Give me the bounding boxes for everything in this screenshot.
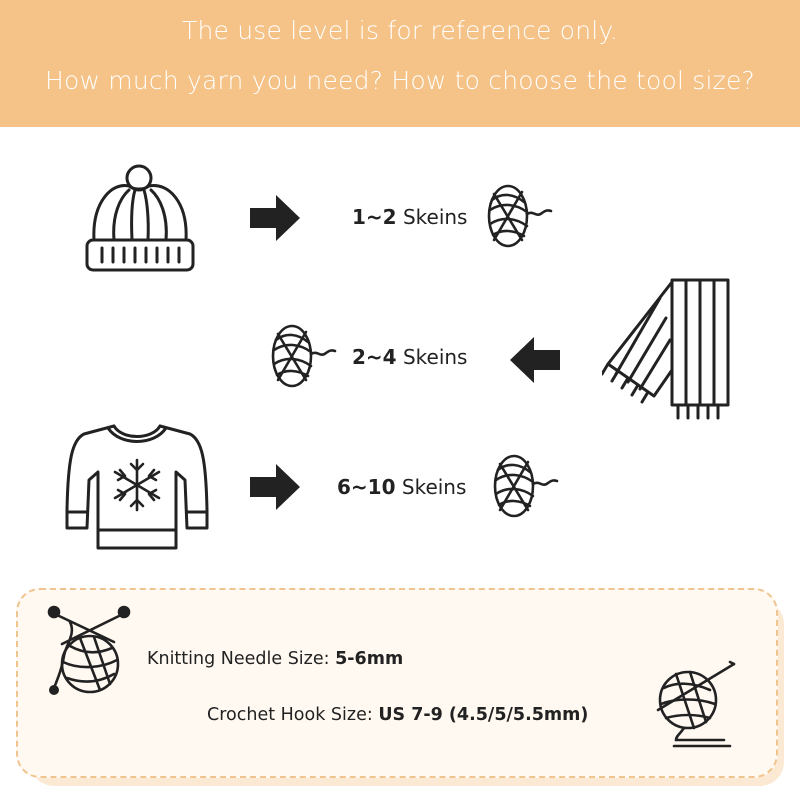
knitting-needles-icon — [44, 604, 134, 696]
skein-quantity: 2~4 — [352, 345, 397, 369]
skein-quantity: 1~2 — [352, 205, 397, 229]
arrow-right-icon — [250, 195, 300, 241]
skein-count-row-3 — [337, 475, 466, 499]
crochet-value: US 7-9 (4.5/5/5.5mm) — [378, 705, 589, 725]
knitting-needle-size — [147, 649, 403, 669]
crochet-label: Crochet Hook Size: — [207, 705, 373, 725]
knitting-value: 5-6mm — [335, 649, 404, 669]
knitting-label: Knitting Needle Size: — [147, 649, 330, 669]
arrow-left-icon — [510, 337, 560, 383]
arrow-right-icon — [250, 464, 300, 510]
banner-disclaimer: The use level is for reference only. — [181, 16, 619, 45]
beanie-hat-icon — [82, 160, 200, 275]
header-banner — [0, 0, 800, 127]
sweater-icon — [62, 420, 212, 555]
yarn-ball-icon — [484, 180, 556, 252]
scarf-icon — [602, 278, 737, 428]
skein-quantity: 6~10 — [337, 475, 396, 499]
yarn-ball-icon — [490, 450, 562, 522]
skein-unit: Skeins — [402, 205, 468, 229]
skein-count-row-1 — [352, 205, 467, 229]
crochet-hook-size — [207, 705, 588, 725]
crochet-hook-icon — [654, 660, 740, 748]
skein-count-row-2 — [352, 345, 467, 369]
skein-unit: Skeins — [402, 345, 468, 369]
banner-question: How much yarn you need? How to choose the tool size? — [44, 66, 755, 95]
yarn-ball-icon — [268, 320, 340, 392]
skein-unit: Skeins — [401, 475, 467, 499]
